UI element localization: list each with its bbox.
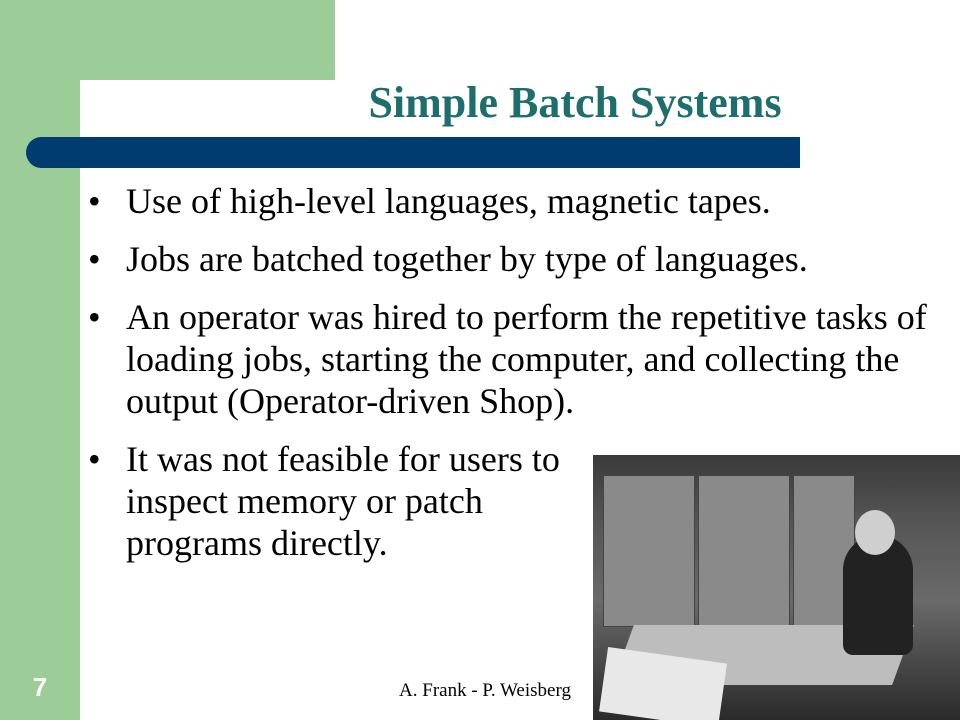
bullet-item [88, 238, 948, 280]
photo-person-head [855, 510, 895, 555]
bullet-text: It was not feasible for users to inspect memory or patch programs directly. [126, 439, 560, 563]
photo-cabinet [603, 475, 695, 627]
bullet-text: Jobs are batched together by type of languages. [126, 239, 808, 279]
sidebar-decoration [0, 0, 80, 720]
bullet-text: Use of high-level languages, magnetic tapes. [126, 181, 771, 221]
bullet-item [88, 296, 948, 422]
bullet-icon: • [88, 181, 101, 221]
bullet-icon: • [88, 439, 101, 479]
footer-text: A. Frank - P. Weisberg [399, 680, 571, 701]
title-underline-bar [26, 137, 800, 168]
page-number: 7 [32, 672, 48, 702]
corner-decoration [80, 80, 140, 140]
slide-title: Simple Batch Systems [368, 78, 782, 127]
photo-cabinet [698, 475, 790, 627]
operator-photo [593, 455, 960, 720]
top-decoration [80, 0, 335, 80]
bullet-item [88, 438, 626, 564]
bullet-icon: • [88, 297, 101, 337]
bullet-icon: • [88, 239, 101, 279]
bullet-item [88, 180, 948, 222]
bullet-text: An operator was hired to perform the repetitive tasks of loading jobs, starting the computer, and collecting the output (Operator-driven Shop). [126, 297, 927, 421]
